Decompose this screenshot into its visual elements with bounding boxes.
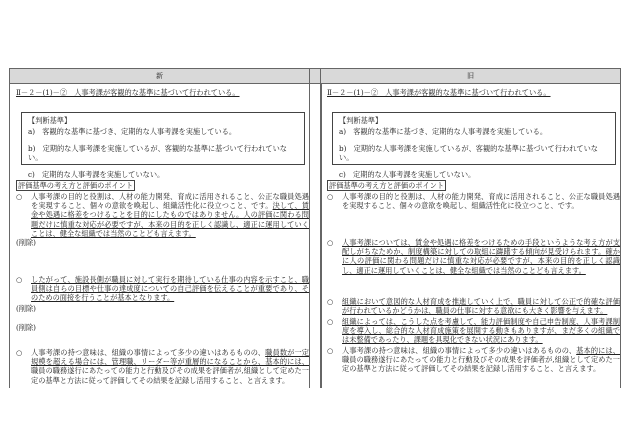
criteria-heading: 【判断基準】 [28,116,72,125]
deleted-note: (削除) [16,323,36,332]
bullet-marker: ○ [16,192,23,201]
revised-text: 組織によっては、こうした点を考慮して、能力評価制度や自己申告制度、人事考課制度を導入し、総合的な人材育成施策を展開する動きもありますが、まだ多くの組織では未整備であったり、課題を具現化できない状況にあります。 [342,317,620,345]
bullet-marker: ○ [327,346,334,355]
revised-text: 基本的には、 [576,346,620,355]
bullet-marker: ○ [16,275,23,284]
revised-text: 人事考課については、賃金や処遇に格差をつけるための手段というような考え方が支配しがちなためか、制度構築に対しての取組に躊躇する傾向が見受けられます。確かに人の評価に関わる問題だけに慎重な対応が必要ですが、本来の目的を正しく認識し、適正に運用していくことは、健全な組織では当然のことども言えます。 [342,238,620,275]
criteria-item-b: b) 定期的な人事考課を実施しているが、客観的な基準に基づいて行われていない。 [339,144,598,162]
criteria-heading: 【判断基準】 [339,116,383,125]
new-paragraph-3 [16,348,309,385]
criteria-item-b: b) 定期的な人事考課を実施しているが、客観的な基準に基づいて行われていない。 [28,144,287,162]
old-paragraph-2 [327,238,620,275]
old-column-header: 旧 [321,68,620,84]
paragraph-text: 職員の職務遂行にあたっての能力と行動及びその成果を評価者が,組織として定めた一定の基準と方法に従って評価してその結果を記録し活用すること、と言えます。 [31,366,309,385]
paragraph-text: 人事考課の持つ意味は、組織の事情によって多少の違いはあるものの、 [31,348,266,357]
old-paragraph-1 [327,192,620,210]
points-label: 評価基準の考え方と評価のポイント [18,181,134,190]
bullet-marker: ○ [327,297,334,306]
old-section-title: Ⅱ－２－(1)－② 人事考課が客観的な基準に基づいて行われている。 [327,88,551,97]
new-criteria-box [21,112,305,179]
old-paragraph-4 [327,317,620,345]
new-paragraph-1 [16,192,309,238]
old-criteria-box [332,112,616,179]
revised-text: したがって、施設長側が職員に対して実行を期待している仕事の内容を示すこと、職員側は自らの目標や仕事の達成度についての自己評価を伝えることが重要であり、そのための面接を行うことが基本となります。 [31,275,309,303]
new-section-title: Ⅱ－２－(1)－② 人事考課が客観的な基準に基づいて行われている。 [16,88,240,97]
revised-text: 決して、賃金や処遇に格差をつけることを目的にしたものではありません。人の評価に関わる問題だけに慎重な対応が必要ですが、本来の目的を正しく認識し、適正に運用していくことは、健全な組織では当然のことども言えます。 [31,201,309,238]
new-paragraph-2 [16,275,309,303]
new-column-header: 新 [10,68,309,84]
revised-text: 職員数が一定規模を超える場合には、管理職、リーダー等が重層的になることから、基本的には、 [31,348,309,367]
criteria-item-c: c) 定期的な人事考課を実施していない。 [28,170,165,179]
old-paragraph-3 [327,297,620,315]
paragraph-text: 人事考課の目的と役割は、人材の能力開発、育成に活用されること、公正な職員処遇を実現すること、個々の意欲を喚起し、組織活性化に役立つこと、です。 [31,192,309,211]
paragraph-text: 職員の職務遂行にあたっての能力と行動及びその成果を評価者が,組織として定めた一定の基準と方法に従って評価してその結果を記録し活用すること、と言えます。 [342,355,620,374]
criteria-item-a: a) 客観的な基準に基づき、定期的な人事考課を実施している。 [28,127,237,136]
deleted-note: (削除) [16,304,36,313]
revised-text: 組織において意図的な人材育成を推進していく上で、職員に対して公正で的確な評価が行われているかどうかは、職員の仕事に対する意欲にも大きく影響を与えます。 [342,297,620,316]
old-paragraph-5 [327,346,620,374]
deleted-note: (削除) [16,238,36,247]
bullet-marker: ○ [327,192,334,201]
old-column [320,68,621,388]
new-column [9,68,310,388]
bullet-marker: ○ [327,238,334,247]
bullet-marker: ○ [327,317,334,326]
paragraph-text: 人事考課の持つ意味は、組織の事情によって多少の違いはあるものの、 [342,346,577,355]
criteria-item-c: c) 定期的な人事考課を実施していない。 [339,170,476,179]
criteria-item-a: a) 客観的な基準に基づき、定期的な人事考課を実施している。 [339,127,548,136]
bullet-marker: ○ [16,348,23,357]
paragraph-text: 人事考課の目的と役割は、人材の能力開発、育成に活用されること、公正な職員処遇を実現すること、個々の意欲を喚起し、組織活性化に役立つこと、です。 [342,192,620,211]
points-label: 評価基準の考え方と評価のポイント [329,181,445,190]
